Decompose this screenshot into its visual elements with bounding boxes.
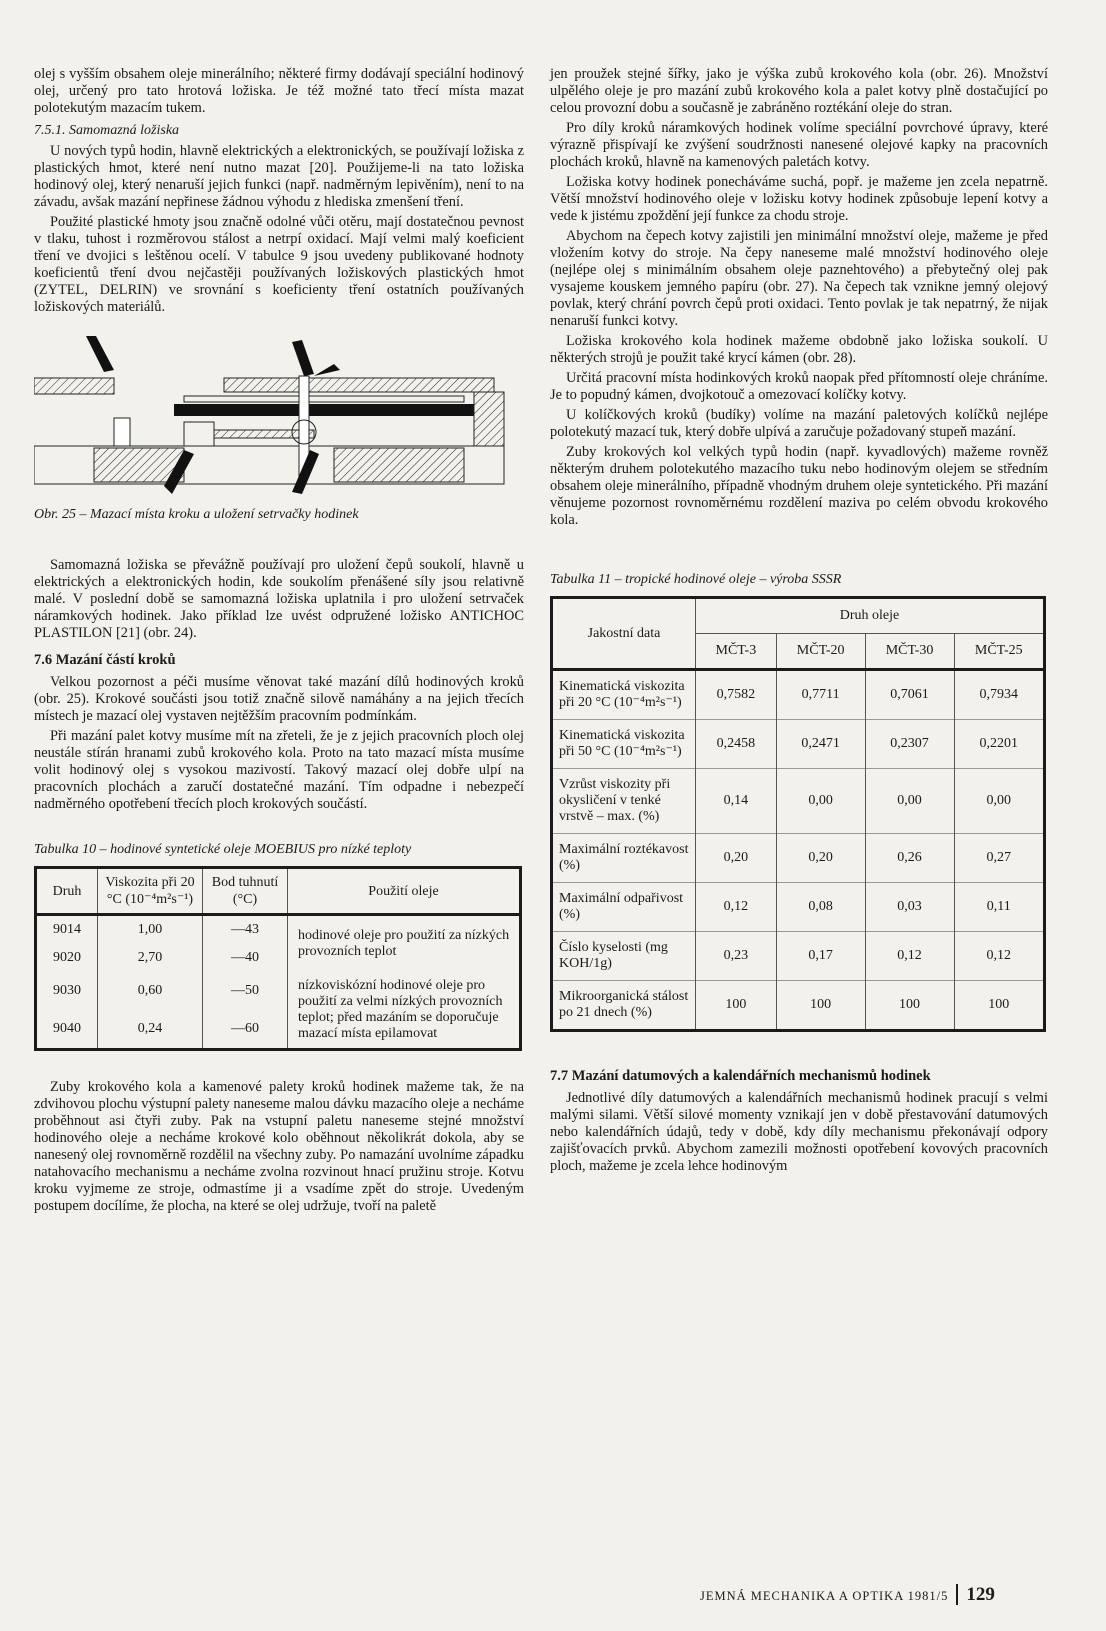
table-row: [552, 769, 1045, 834]
table-row: [552, 981, 1045, 1031]
table-cell: 1,00: [98, 915, 203, 945]
table-cell: 0,20: [776, 834, 865, 883]
paragraph: Ložiska krokového kola hodinek mažeme obdobně jako ložiska soukolí. U některých strojů je použit také krycí kámen (obr. 28).: [550, 333, 1048, 366]
table-10-caption: Tabulka 10 – hodinové syntetické oleje MOEBIUS pro nízké teploty: [34, 842, 412, 857]
row-label: Číslo kyselosti (mg KOH/1g): [552, 932, 696, 981]
row-label: Kinematická viskozita při 20 °C (10⁻⁴m²s⁻¹): [552, 670, 696, 720]
column-header: MČT-20: [776, 634, 865, 670]
row-label: Kinematická viskozita při 50 °C (10⁻⁴m²s⁻¹): [552, 720, 696, 769]
paragraph: Jednotlivé díly datumových a kalendářních mechanismů hodinek pracují s velmi malými silami. Větší silové momenty vznikají jen v době přestavování datumových nebo kalendářních údajů, tedy v době, kdy díly mechanismu překonávají odpory zajišťovacích prvků. Abychom zamezili možnosti opotřebení kovových pracovních ploch, mažeme je zcela lehce hodinovým: [550, 1090, 1048, 1174]
right-column: [550, 66, 1048, 1178]
frame-right: [474, 392, 504, 446]
table-cell: 0,2471: [776, 720, 865, 769]
table-11: [550, 596, 1046, 1032]
page-footer: [700, 1584, 995, 1606]
table-11-caption: Tabulka 11 – tropické hodinové oleje – výroba SSSR: [550, 572, 842, 587]
table-cell-usage: nízkoviskózní hodinové oleje pro použití za velmi nízkých provozních teplot; před mazáním se doporučuje mazací místa epilamovat: [288, 972, 521, 1050]
table-cell: 0,7711: [776, 670, 865, 720]
table-header-row: [36, 868, 521, 915]
column-header: Viskozita při 20 °C (10⁻⁴m²s⁻¹): [98, 868, 203, 915]
table-cell: 0,7582: [696, 670, 777, 720]
row-label: Maximální odpařivost (%): [552, 883, 696, 932]
figure-caption: Obr. 25 – Mazací místa kroku a uložení setrvačky hodinek: [34, 507, 359, 522]
paragraph: Velkou pozornost a péči musíme věnovat také mazání dílů hodinových kroků (obr. 25). Krokové součásti jsou totiž značně silově namáhány a na jejich třecích místech je mazací olej vystaven nejtěžším pracovním podmínkám.: [34, 674, 524, 724]
table-row: [552, 834, 1045, 883]
paragraph: U nových typů hodin, hlavně elektrických a elektronických, se používají ložiska z plastických hmot, které není nutno mazat [20]. Použijeme-li na tato ložiska hodinový olej, který nenaruší jejich funkci (např. nadměrným lepivěním), není to na závadu, avšak mazání nepřinese žádnou výhodu z hlediska zmenšení tření.: [34, 143, 524, 210]
table-cell: 0,14: [696, 769, 777, 834]
table-cell: 0,08: [776, 883, 865, 932]
table-cell: 0,00: [865, 769, 954, 834]
paragraph: Zuby krokových kol velkých typů hodin (např. kyvadlových) mažeme rovněž některým druhem polotekutého mazacího tuku nebo hodinovým olejem se středním obsahem oleje minerálního, případně vhodným druhem oleje syntetického. Při mazání věnujeme pozornost rovnoměrnému rozdělení maziva po celém obvodu krokového kola.: [550, 444, 1048, 528]
escape-wheel: [114, 418, 130, 446]
column-header: MČT-25: [954, 634, 1045, 670]
oiling-pointer: [86, 336, 114, 372]
table-header-row: [552, 598, 1045, 634]
heading-7-7: 7.7 Mazání datumových a kalendářních mechanismů hodinek: [550, 1068, 931, 1084]
row-label: Mikroorganická stálost po 21 dnech (%): [552, 981, 696, 1031]
balance-wheel: [174, 404, 474, 416]
table-cell: 100: [865, 981, 954, 1031]
paragraph: Ložiska kotvy hodinek ponecháváme suchá, popř. je mažeme jen zcela nepatrně. Větší množství hodinového oleje v ložisku kotvy hodinek způsobuje lepení kotvy a vede k jistému zpoždění její funkce za chodu stroje.: [550, 174, 1048, 224]
corner-header: Jakostní data: [552, 598, 696, 670]
column-header: Druh: [36, 868, 98, 915]
paragraph: Abychom na čepech kotvy zajistili jen minimální množství oleje, mažeme je před vložením kotvy do stroje. Na čepy naneseme malé množství hodinového oleje (nejlépe olej s minimálním obsahem oleje paznehtového) a přebytečný olej pak vysajeme kouskem jemného papíru (obr. 27). Na čepech tak vznikne jemný olejový povlak, který chrání povrch čepů proti oxidaci. Tento povlak je tak nepatrný, že nijak nenaruší funkci kotvy.: [550, 228, 1048, 329]
subheading-7-5-1: 7.5.1. Samomazná ložiska: [34, 123, 180, 138]
table-row: [36, 915, 521, 945]
paragraph: Při mazání palet kotvy musíme mít na zřeteli, že je z jejich pracovních ploch olej neustále stírán hranami zubů krokového kola. Proto na tato mazací místa musíme volit hodinový olej s vysokou mazivostí. Takový mazací olej dobře ulpí na pracovních plochách a zaručí dostatečné mazání. Tím odpadne i nebezpečí nadměrného opotřebení třecích ploch krokových součástí.: [34, 728, 524, 812]
table-cell-usage: hodinové oleje pro použití za nízkých provozních teplot: [288, 915, 521, 973]
heading-7-6: 7.6 Mazání částí kroků: [34, 652, 176, 668]
table-cell: 0,7934: [954, 670, 1045, 720]
oiling-pointer: [292, 340, 314, 376]
table-10: [34, 866, 522, 1051]
table-cell: 9030: [36, 972, 98, 1010]
journal-title: JEMNÁ MECHANIKA A OPTIKA 1981/5: [700, 1589, 949, 1603]
table-cell: —40: [203, 944, 288, 972]
left-column: [34, 66, 524, 1218]
paragraph: Použité plastické hmoty jsou značně odolné vůči otěru, mají dostatečnou pevnost v tlaku, tuhost i rozměrovou stálost a netrpí oxidací. Mají velmi malý koeficient tření ve dvojici s leštěnou ocelí. V tabulce 9 jsou uvedeny publikované hodnoty koeficientů tření dvou nejčastěji používaných ložiskových plastických hmot (ZYTEL, DELRIN) ve srovnání s koeficienty tření ostatních používaných ložiskových materiálů.: [34, 214, 524, 315]
column-header: Použití oleje: [288, 868, 521, 915]
table-cell: 9040: [36, 1010, 98, 1050]
table-cell: 0,00: [776, 769, 865, 834]
table-cell: 100: [696, 981, 777, 1031]
left-intro-paragraph: olej s vyšším obsahem oleje minerálního; některé firmy dodávají speciální hodinový olej, určený pro tato hrotová ložiska. Je též možné tato třecí místa mazat polotekutým mazacím tukem.: [34, 66, 524, 116]
paragraph: Určitá pracovní místa hodinkových kroků naopak před přítomností oleje chráníme. Je to popudný kámen, dvojkotouč a omezovací kolíčky kotvy.: [550, 370, 1048, 403]
table-row: [552, 720, 1045, 769]
paragraph: jen proužek stejné šířky, jako je výška zubů krokového kola (obr. 26). Množství ulpělého oleje je pro mazání zubů krokového kola a palet kotvy plně dostačující po celou provozní dobu a současně je zabráněno roztékání oleje do stran.: [550, 66, 1048, 116]
table-cell: 9020: [36, 944, 98, 972]
paragraph: Samomazná ložiska se převážně používají pro uložení čepů soukolí, hlavně u elektrických a elektronických hodin, kde soukolím přenášené síly jsou relativně malé. V poslední době se samomazná ložiska uplatnila i pro uložení setrvaček náramkových hodinek. Jako příklad lze uvést odpružené ložisko ANTICHOC PLASTILON [21] (obr. 24).: [34, 557, 524, 641]
row-label: Maximální roztékavost (%): [552, 834, 696, 883]
table-cell: 0,23: [696, 932, 777, 981]
table-cell: 0,2201: [954, 720, 1045, 769]
paragraph: Pro díly kroků náramkových hodinek volíme speciální povrchové úpravy, které výrazně přispívají ke zvýšení soudržnosti nanesené olejové kapky na pracovních plochách kroků, hlavně na kamenových paletách kotvy.: [550, 120, 1048, 170]
table-cell: 0,20: [696, 834, 777, 883]
table-cell: 0,12: [954, 932, 1045, 981]
oiling-pointer: [314, 364, 340, 376]
table-cell: 0,2307: [865, 720, 954, 769]
figure-25-drawing: [34, 336, 524, 496]
table-cell: 0,11: [954, 883, 1045, 932]
table-cell: 0,00: [954, 769, 1045, 834]
row-label: Vzrůst viskozity při okysličení v tenké vrstvě – max. (%): [552, 769, 696, 834]
column-header: MČT-30: [865, 634, 954, 670]
column-header: MČT-3: [696, 634, 777, 670]
table-cell: —50: [203, 972, 288, 1010]
figure-25: [34, 336, 524, 501]
table-cell: 0,7061: [865, 670, 954, 720]
table-cell: 100: [776, 981, 865, 1031]
paragraph: Zuby krokového kola a kamenové palety kroků hodinek mažeme tak, že na zdvihovou plochu výstupní palety naneseme malou dávku mazacího oleje a necháme proběhnout asi čtyři zuby. Pak na vstupní paletu naneseme stejné množství hodinového oleje a necháme krokové kolo oběhnout několikrát dokola, aby se nanesený olej rovnoměrně rozdělil na všechny zuby. Po namazání uvolníme západku natahovacího mechanismu a necháme zvolna rozvinout hnací pružinu stroje. Kotvu kroku vyjmeme ze stroje, odmastíme ji a vsadíme zpět do stroje. Uvedeným postupem docílíme, že plocha, na které se olej udržuje, tvoří na paletě: [34, 1079, 524, 1214]
table-cell: 2,70: [98, 944, 203, 972]
paragraph: U kolíčkových kroků (budíky) volíme na mazání paletových kolíčků nejlépe polotekutý mazací tuk, který dobře ulpívá a zaručuje požadovaný stupeň mazání.: [550, 407, 1048, 440]
table-cell: 0,27: [954, 834, 1045, 883]
table-cell: —43: [203, 915, 288, 945]
upper-plate-left: [34, 378, 114, 394]
table-cell: 0,17: [776, 932, 865, 981]
table-cell: 0,12: [696, 883, 777, 932]
table-cell: 9014: [36, 915, 98, 945]
table-cell: 0,03: [865, 883, 954, 932]
table-cell: 0,2458: [696, 720, 777, 769]
table-row: [552, 883, 1045, 932]
table-cell: 100: [954, 981, 1045, 1031]
table-row: [36, 972, 521, 1010]
page-number: 129: [956, 1584, 995, 1605]
table-cell: 0,60: [98, 972, 203, 1010]
table-cell: 0,24: [98, 1010, 203, 1050]
table-cell: 0,12: [865, 932, 954, 981]
group-header: Druh oleje: [696, 598, 1045, 634]
table-cell: 0,26: [865, 834, 954, 883]
column-header: Bod tuhnutí (°C): [203, 868, 288, 915]
table-cell: —60: [203, 1010, 288, 1050]
upper-plate-right: [224, 378, 494, 392]
table-row: [552, 932, 1045, 981]
table-row: [552, 670, 1045, 720]
